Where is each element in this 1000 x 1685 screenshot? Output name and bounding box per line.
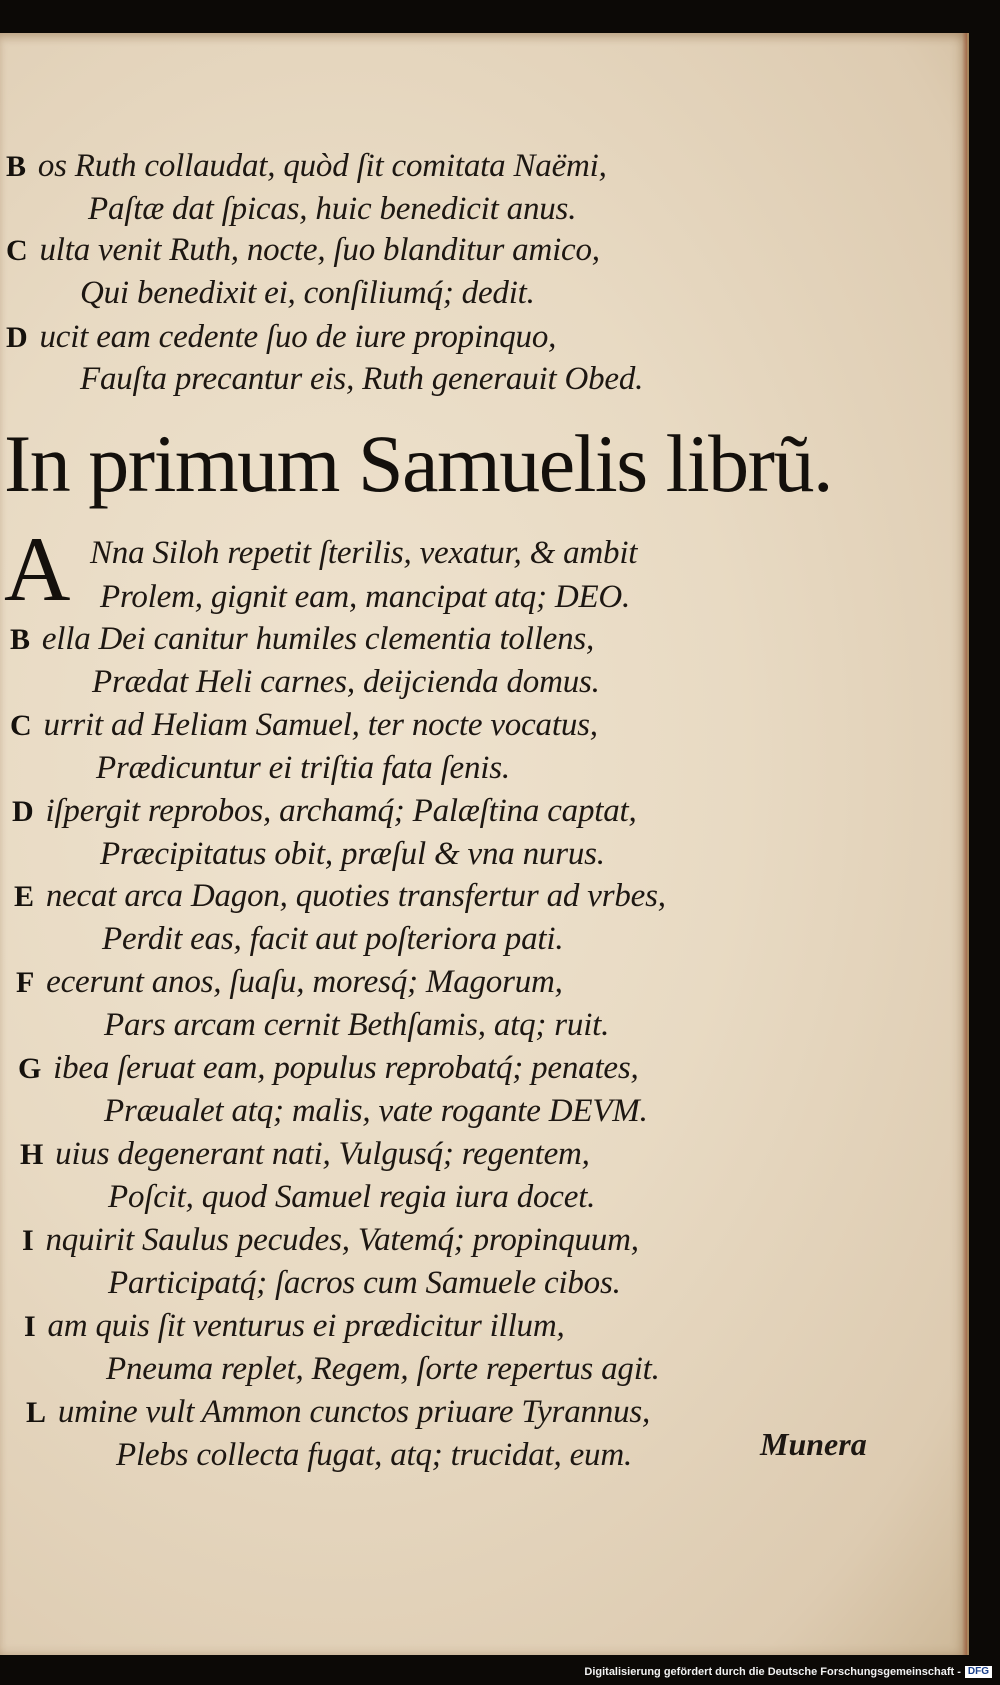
samuel-verse-line <box>12 791 637 832</box>
verse-initial: D <box>12 795 34 828</box>
verse-text: Fauſta precantur eis, Ruth generauit Obed. <box>80 361 644 397</box>
verse-initial: D <box>6 321 28 354</box>
samuel-verse-line <box>108 1177 595 1217</box>
verse-initial: B <box>10 623 30 656</box>
samuel-verse-line <box>18 1048 639 1089</box>
dfg-logo: DFG <box>965 1666 992 1678</box>
samuel-verse-line: Nna Siloh repetit ſterilis, vexatur, & ambit <box>90 535 638 571</box>
verse-initial: B <box>6 150 26 183</box>
samuel-verse-line <box>20 1134 590 1175</box>
verse-text: ucit eam cedente ſuo de iure propinquo, <box>39 319 557 355</box>
verse-text: necat arca Dagon, quoties transfertur ad vrbes, <box>45 878 666 914</box>
verse-text: Perdit eas, facit aut poſteriora pati. <box>102 921 564 957</box>
ruth-verse-line <box>6 230 600 271</box>
samuel-verse-line <box>104 1005 609 1045</box>
catchword: Munera <box>760 1426 867 1462</box>
verse-text: ibea ſeruat eam, populus reprobatq́; penates, <box>53 1050 639 1086</box>
verse-text: ulta venit Ruth, nocte, ſuo blanditur amico, <box>39 232 600 268</box>
verse-initial: F <box>16 966 35 999</box>
samuel-verse-line <box>10 705 598 746</box>
samuel-verse-line <box>92 662 600 702</box>
verse-text: Paſtæ dat ſpicas, huic benedicit anus. <box>88 191 577 227</box>
samuel-verse-line <box>106 1349 660 1389</box>
verse-text: umine vult Ammon cunctos priuare Tyrannus, <box>57 1394 651 1430</box>
samuel-verse-line <box>108 1263 621 1303</box>
samuel-verse-line <box>24 1306 565 1347</box>
verse-text: ella Dei canitur humiles clementia tollens, <box>41 621 595 657</box>
verse-initial: G <box>18 1052 42 1085</box>
credit-text: Digitalisierung gefördert durch die Deutsche Forschungsgemeinschaft - <box>584 1666 961 1678</box>
samuel-verse-line <box>116 1435 632 1475</box>
verse-text: urrit ad Heliam Samuel, ter nocte vocatus, <box>43 707 598 743</box>
verse-text: iſpergit reprobos, archamq́; Palæſtina captat, <box>45 793 637 829</box>
verse-text: Poſcit, quod Samuel regia iura docet. <box>108 1179 596 1215</box>
ruth-verse-line <box>6 146 607 187</box>
verse-text: Præualet atq; malis, vate rogante DEVM. <box>104 1093 648 1129</box>
section-heading: In primum Samuelis librũ. <box>4 418 832 509</box>
samuel-verse-line <box>104 1091 648 1131</box>
verse-initial: I <box>24 1310 36 1343</box>
drop-cap-initial: A <box>4 518 71 620</box>
samuel-verse-line <box>16 962 563 1003</box>
ruth-verse-line <box>80 273 535 313</box>
ruth-verse-line <box>88 189 576 229</box>
verse-text: ecerunt anos, ſuaſu, moresq́; Magorum, <box>46 964 563 1000</box>
verse-text: Pneuma replet, Regem, ſorte repertus agit. <box>106 1351 660 1387</box>
verse-initial: C <box>6 234 28 267</box>
samuel-verse-line <box>26 1392 650 1433</box>
samuel-verse-line <box>10 619 594 660</box>
verse-text: Participatq́; ſacros cum Samuele cibos. <box>108 1265 621 1301</box>
verse-initial: C <box>10 709 32 742</box>
samuel-verse-line <box>102 919 563 959</box>
samuel-verse-line: Prolem, gignit eam, mancipat atq; DEO. <box>100 579 631 615</box>
verse-text: Qui benedixit ei, conſiliumq́; dedit. <box>80 275 535 311</box>
samuel-verse-line <box>14 876 666 917</box>
verse-text: am quis ſit venturus ei prædicitur illum, <box>47 1308 565 1344</box>
verse-text: uius degenerant nati, Vulgusq́; regentem, <box>55 1136 590 1172</box>
verse-text: Prædicuntur ei triſtia fata ſenis. <box>96 750 510 786</box>
digitization-credit <box>584 1665 992 1679</box>
verse-initial: H <box>20 1138 44 1171</box>
book-page <box>0 33 969 1655</box>
samuel-verse-line <box>22 1220 639 1261</box>
verse-text: Pars arcam cernit Bethſamis, atq; ruit. <box>104 1007 610 1043</box>
samuel-verse-line <box>100 834 605 874</box>
ruth-verse-line <box>80 359 643 399</box>
verse-text: nquirit Saulus pecudes, Vatemq́; propinquum, <box>45 1222 639 1258</box>
ruth-verse-line <box>6 317 556 358</box>
verse-text: Plebs collecta fugat, atq; trucidat, eum. <box>116 1437 633 1473</box>
verse-initial: E <box>14 880 34 913</box>
verse-text: os Ruth collaudat, quòd ſit comitata Naëmi, <box>37 148 607 184</box>
verse-initial: L <box>26 1396 46 1429</box>
verse-initial: I <box>22 1224 34 1257</box>
samuel-verse-line <box>96 748 510 788</box>
verse-text: Præcipitatus obit, præſul & vna nurus. <box>100 836 605 872</box>
verse-text: Prædat Heli carnes, deijcienda domus. <box>92 664 600 700</box>
